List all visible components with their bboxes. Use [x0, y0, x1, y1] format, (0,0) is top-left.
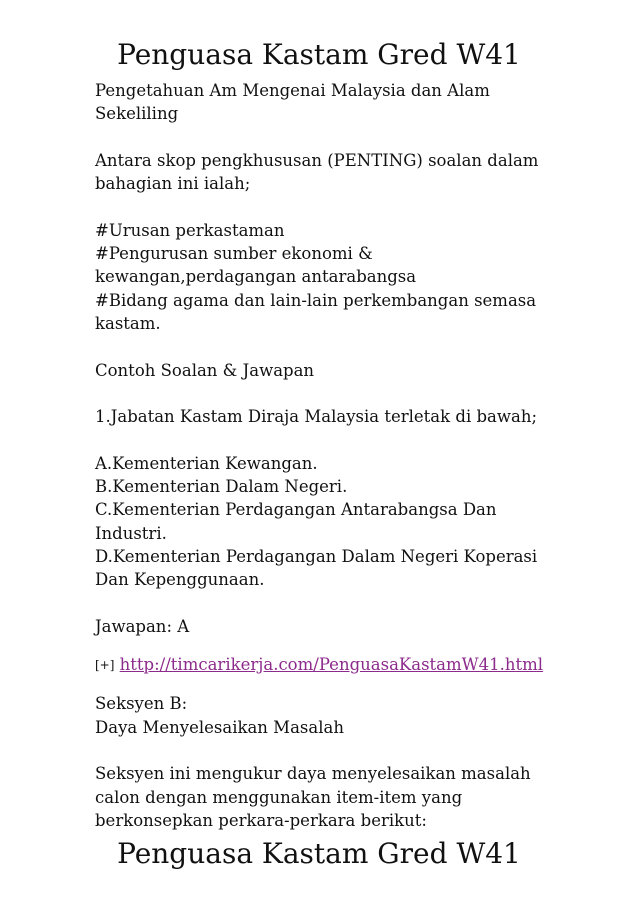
section-a-title: Pengetahuan Am Mengenai Malaysia dan Alam Sekeliling	[95, 81, 490, 124]
section-b-label: Seksyen B:	[95, 694, 188, 714]
scope-item: #Pengurusan sumber ekonomi & kewangan,perdagangan antarabangsa	[95, 244, 417, 287]
scope-item: #Bidang agama dan lain-lain perkembangan semasa kastam.	[95, 290, 537, 333]
answer-text: Jawapan: A	[95, 616, 190, 636]
question-text: 1.Jabatan Kastam Diraja Malaysia terletak di bawah;	[95, 407, 538, 427]
reference-marker: [+]	[95, 658, 115, 673]
reference-line	[95, 653, 565, 677]
answer-option: B.Kementerian Dalam Negeri.	[95, 477, 348, 497]
section-b-description: Seksyen ini mengukur daya menyelesaikan masalah calon dengan menggunakan item-item yang berkonsepkan perkara-perkara berikut:	[95, 764, 531, 830]
section-b-title: Daya Menyelesaikan Masalah	[95, 717, 344, 737]
page-title: Penguasa Kastam Gred W41	[117, 38, 521, 71]
scope-item: #Urusan perkastaman	[95, 220, 285, 240]
answer-option: A.Kementerian Kewangan.	[95, 453, 318, 473]
example-heading: Contoh Soalan & Jawapan	[95, 360, 315, 380]
document-body	[95, 79, 565, 832]
answer-option: C.Kementerian Perdagangan Antarabangsa Dan Industri.	[95, 500, 497, 543]
reference-link[interactable]: http://timcarikerja.com/PenguasaKastamW41.html	[119, 655, 544, 675]
next-page-title: Penguasa Kastam Gred W41	[117, 837, 521, 870]
intro-text: Antara skop pengkhususan (PENTING) soalan dalam bahagian ini ialah;	[95, 150, 539, 194]
answer-option: D.Kementerian Perdagangan Dalam Negeri Koperasi Dan Kepenggunaan.	[95, 546, 538, 590]
